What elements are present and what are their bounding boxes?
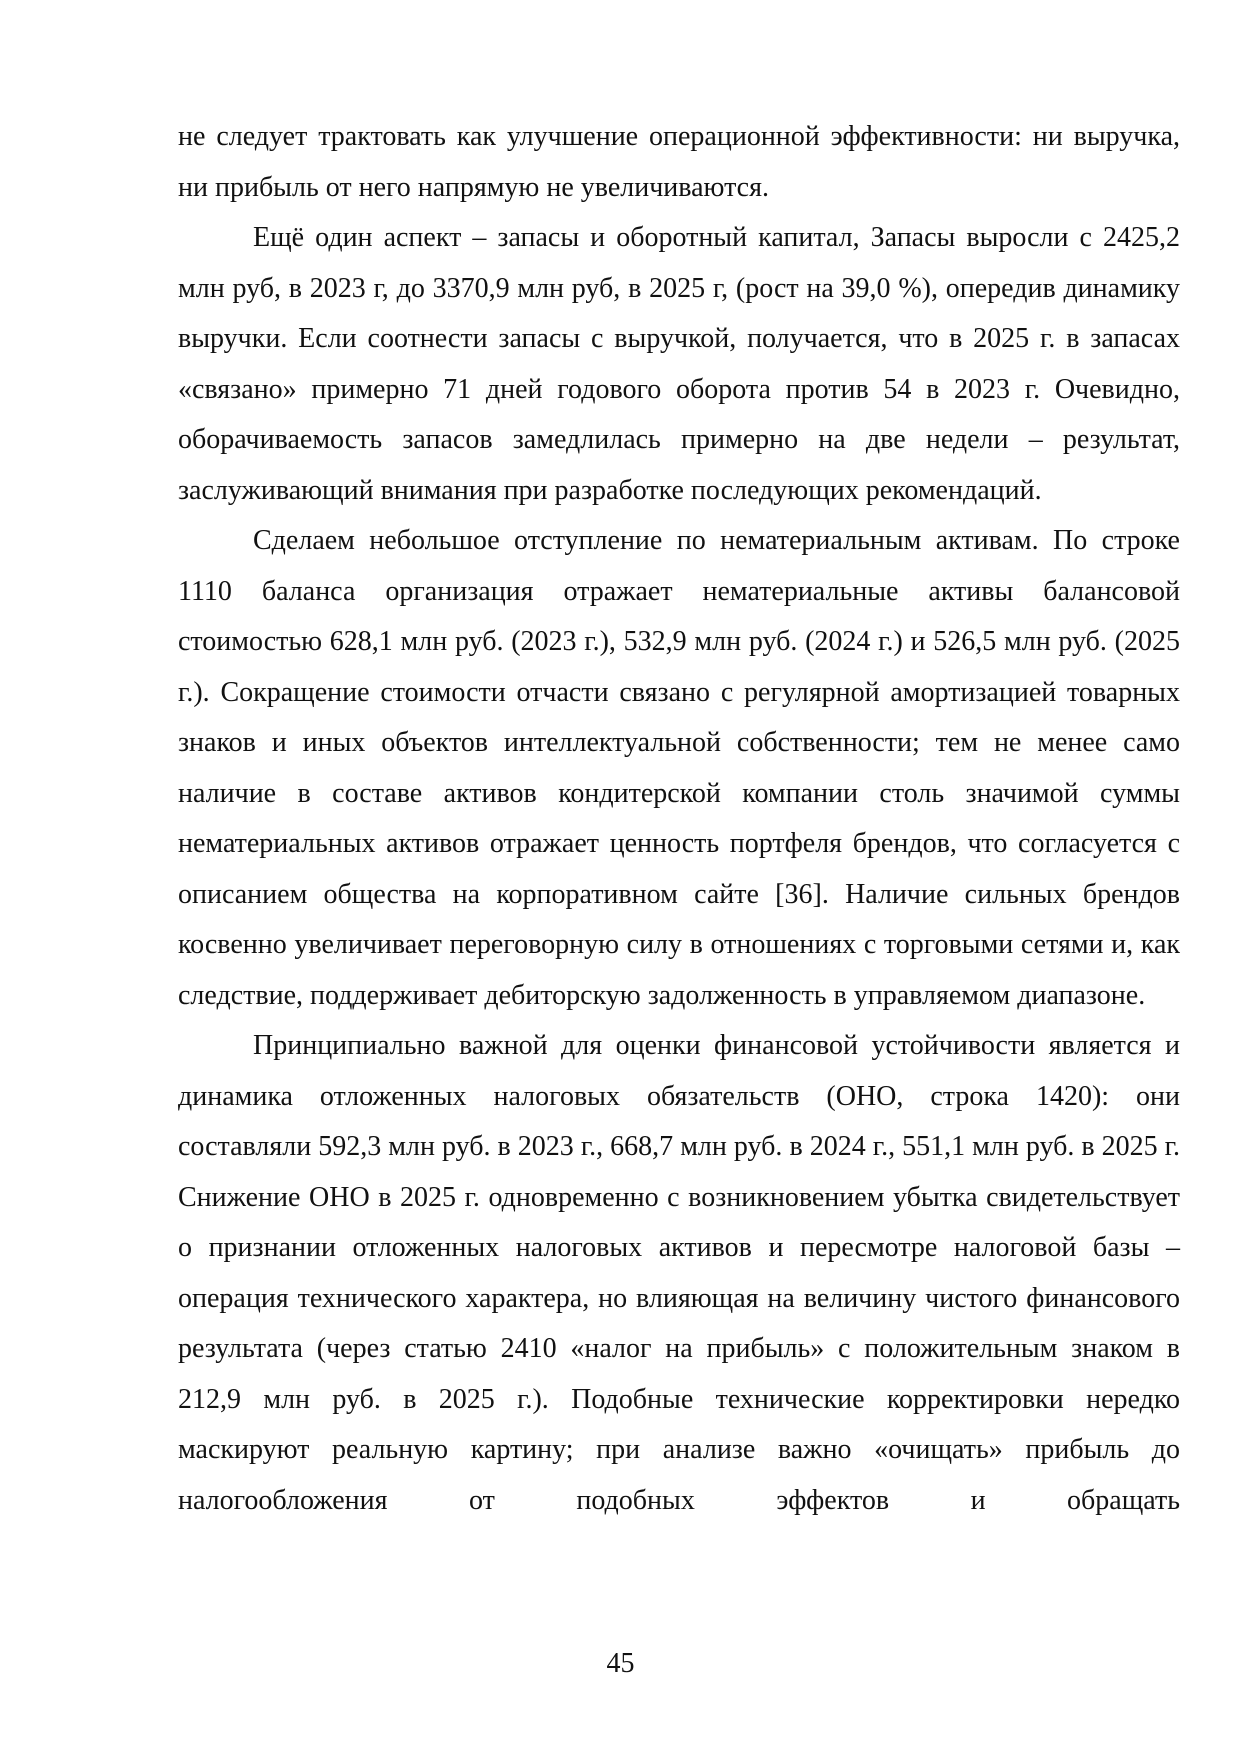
page-number: 45 xyxy=(606,1648,635,1679)
paragraph-2: Ещё один аспект – запасы и оборотный капитал, Запасы выросли с 2425,2 млн руб, в 2023 г, до 3370,9 млн руб, в 2025 г, (рост на 39,0 %), опередив динамику выручки. Если соотнести запасы с выручкой, получается, что в 2025 г. в запасах «связано» примерно 71 дней годового оборота против 54 в 2023 г. Очевидно, оборачиваемость запасов замедлилась примерно на две недели – результат, заслуживающий внимания при разработке последующих рекомендаций. xyxy=(178,222,1180,506)
paragraph-4: Принципиально важной для оценки финансовой устойчивости является и динамика отложенных налоговых обязательств (ОНО, строка 1420): они составляли 592,3 млн руб. в 2023 г., 668,7 млн руб. в 2024 г., 551,1 млн руб. в 2025 г. Снижение ОНО в 2025 г. одновременно с возникновением убытка свидетельствует о признании отложенных налоговых активов и пересмотре налоговой базы – операция технического характера, но влияющая на величину чистого финансового результата (через статью 2410 «налог на прибыль» с положительным знаком в 212,9 млн руб. в 2025 г.). Подобные технические корректировки нередко маскируют реальную картину; при анализе важно «очищать» прибыль до налогообложения от подобных эффектов и обращать xyxy=(178,1030,1180,1516)
paragraph-3: Сделаем небольшое отступление по нематериальным активам. По строке 1110 баланса организация отражает нематериальные активы балансовой стоимостью 628,1 млн руб. (2023 г.), 532,9 млн руб. (2024 г.) и 526,5 млн руб. (2025 г.). Сокращение стоимости отчасти связано с регулярной амортизацией товарных знаков и иных объектов интеллектуальной собственности; тем не менее само наличие в составе активов кондитерской компании столь значимой суммы нематериальных активов отражает ценность портфеля брендов, что согласуется с описанием общества на корпоративном сайте [36]. Наличие сильных брендов косвенно увеличивает переговорную силу в отношениях с торговыми сетями и, как следствие, поддерживает дебиторскую задолженность в управляемом диапазоне. xyxy=(178,525,1180,1011)
paragraph-1: не следует трактовать как улучшение операционной эффективности: ни выручка, ни прибыль от него напрямую не увеличиваются. xyxy=(178,121,1180,203)
body-text xyxy=(178,112,1180,1526)
